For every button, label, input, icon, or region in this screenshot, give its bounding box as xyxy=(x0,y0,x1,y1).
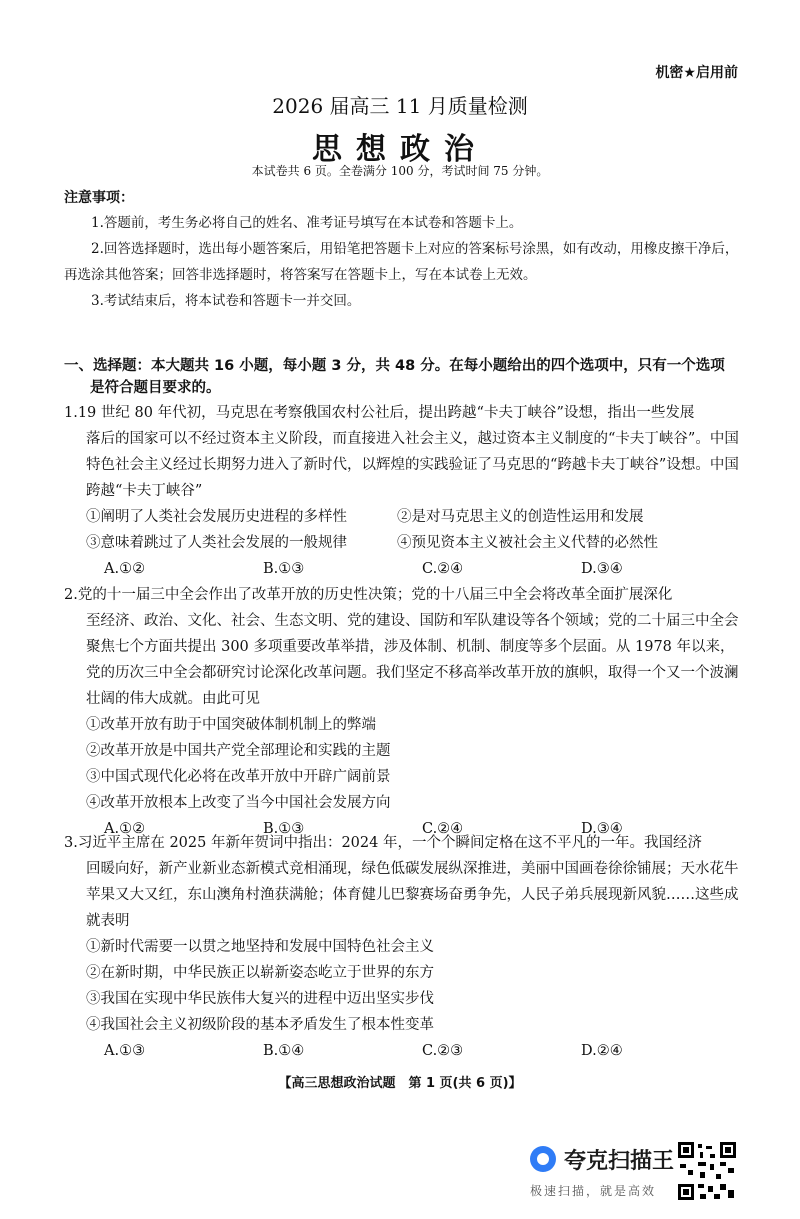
exam-subject: 思想政治 xyxy=(312,132,488,167)
choice-a: A.①③ xyxy=(104,1043,146,1059)
choice-b: B.①③ xyxy=(263,821,305,837)
qr-code-icon xyxy=(676,1140,738,1202)
question-stem-first: 2.党的十一届三中全会作出了改革开放的历史性决策；党的十八届三中全会将改革全面扩展深化 xyxy=(64,587,673,603)
exam-info: 本试卷共 6 页。全卷满分 100 分，考试时间 75 分钟。 xyxy=(251,164,549,178)
option: ④我国社会主义初级阶段的基本矛盾发生了根本性变革 xyxy=(86,1017,434,1033)
choice-c: C.②④ xyxy=(422,821,464,837)
notice-item: 1.答题前，考生务必将自己的姓名、准考证号填写在本试卷和答题卡上。 xyxy=(91,215,523,231)
question-stem-first: 3.习近平主席在 2025 年新年贺词中指出：2024 年，一个个瞬间定格在这不平凡的一年。我国经济 xyxy=(64,835,702,851)
scanner-watermark xyxy=(520,1140,685,1200)
notice-list xyxy=(64,210,740,314)
option: ②是对马克思主义的创造性运用和发展 xyxy=(397,509,644,525)
question-2 xyxy=(64,582,740,842)
option: ③我国在实现中华民族伟大复兴的进程中迈出坚实步伐 xyxy=(86,991,434,1007)
option-row xyxy=(64,504,740,530)
choice-d: D.③④ xyxy=(581,561,623,577)
option: ①新时代需要一以贯之地坚持和发展中国特色社会主义 xyxy=(86,939,434,955)
notice-item: 3.考试结束后，将本试卷和答题卡一并交回。 xyxy=(91,293,361,309)
option: ①改革开放有助于中国突破体制机制上的弊端 xyxy=(86,717,376,733)
scanner-logo-icon xyxy=(530,1146,556,1172)
choice-d: D.③④ xyxy=(581,821,623,837)
question-stem-rest: 回暖向好，新产业新业态新模式竞相涌现，绿色低碳发展纵深推进，美丽中国画卷徐徐铺展；天水花牛苹果又大又红，东山澳角村渔获满舱；体育健儿巴黎赛场奋勇争先，人民子弟兵展现新风貌……这些成就表明 xyxy=(86,861,739,929)
scanner-app-name: 夸克扫描王 xyxy=(564,1149,675,1174)
option: ④改革开放根本上改变了当今中国社会发展方向 xyxy=(86,795,391,811)
section-heading-line1: 一、选择题：本大题共 16 小题，每小题 3 分，共 48 分。在每小题给出的四个选项中，只有一个选项 xyxy=(64,358,725,374)
scanner-slogan: 极速扫描，就是高效 xyxy=(530,1184,657,1198)
choice-a: A.①② xyxy=(104,561,146,577)
choice-c: C.②③ xyxy=(422,1043,464,1059)
option: ③意味着跳过了人类社会发展的一般规律 xyxy=(86,535,347,551)
question-stem-rest: 落后的国家可以不经过资本主义阶段，而直接进入社会主义，越过资本主义制度的“卡夫丁峡谷”。中国特色社会主义经过长期努力进入了新时代，以辉煌的实践验证了马克思的“跨越卡夫丁峡谷”设想。中国跨越“卡夫丁峡谷” xyxy=(86,431,739,499)
answer-choices xyxy=(64,1038,740,1064)
option: ②改革开放是中国共产党全部理论和实践的主题 xyxy=(86,743,391,759)
option: ③中国式现代化必将在改革开放中开辟广阔前景 xyxy=(86,769,391,785)
confidential-label: 机密★启用前 xyxy=(655,65,738,81)
question-1 xyxy=(64,400,740,582)
option-row xyxy=(64,530,740,556)
choice-d: D.②④ xyxy=(581,1043,623,1059)
option: ①阐明了人类社会发展历史进程的多样性 xyxy=(86,509,347,525)
question-3 xyxy=(64,830,740,1064)
notice-item: 2.回答选择题时，选出每小题答案后，用铅笔把答题卡上对应的答案标号涂黑，如有改动，用橡皮擦干净后，再选涂其他答案；回答非选择题时，将答案写在答题卡上，写在本试卷上无效。 xyxy=(64,241,739,283)
choice-b: B.①③ xyxy=(263,561,305,577)
question-stem-rest: 至经济、政治、文化、社会、生态文明、党的建设、国防和军队建设等各个领域；党的二十届三中全会聚焦七个方面共提出 300 多项重要改革举措，涉及体制、机制、制度等多个层面。从 1978 年以来，党的历次三中全会都研究讨论深化改革问题。我们坚定不移高举改革开放的旗帜，取得一个又一个波澜壮阔的伟大成就。由此可见 xyxy=(86,613,739,707)
answer-choices xyxy=(64,556,740,582)
exam-title: 2026 届高三 11 月质量检测 xyxy=(272,94,528,118)
choice-b: B.①④ xyxy=(263,1043,305,1059)
page-footer: 【高三思想政治试题 第 1 页(共 6 页)】 xyxy=(278,1076,522,1091)
question-stem-first: 1.19 世纪 80 年代初，马克思在考察俄国农村公社后，提出跨越“卡夫丁峡谷”设想，指出一些发展 xyxy=(64,405,695,421)
notice-heading: 注意事项： xyxy=(64,190,134,206)
choice-a: A.①② xyxy=(104,821,146,837)
section-heading-line2: 是符合题目要求的。 xyxy=(90,380,221,396)
choice-c: C.②④ xyxy=(422,561,464,577)
section-heading xyxy=(64,355,740,399)
option: ②在新时期，中华民族正以崭新姿态屹立于世界的东方 xyxy=(86,965,434,981)
option: ④预见资本主义被社会主义代替的必然性 xyxy=(397,535,658,551)
